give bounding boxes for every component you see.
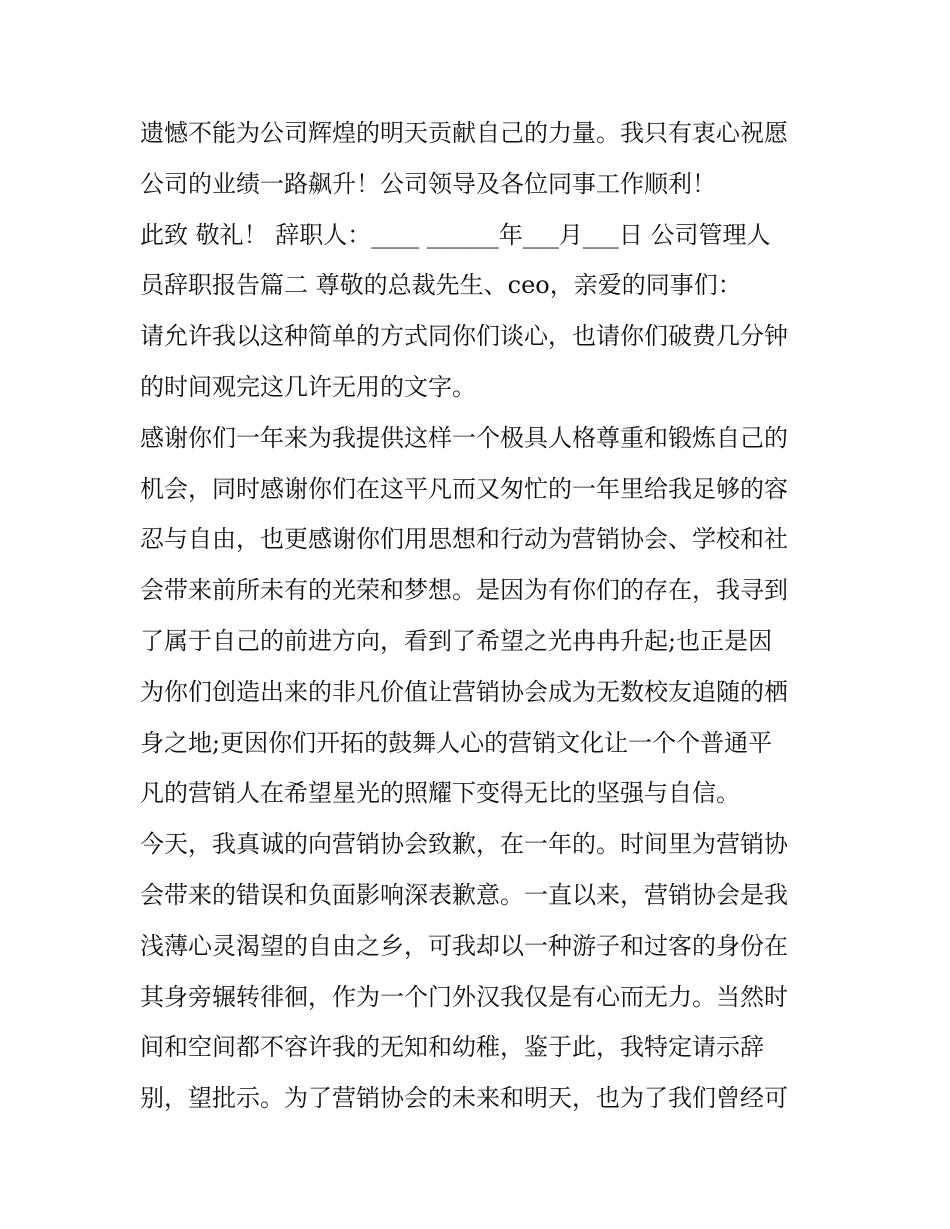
text-line: 的时间观完这几许无用的文字。 [140, 372, 476, 401]
text-line: 会带来前所未有的光荣和梦想。是因为有你们的存在，我寻到 [140, 576, 788, 605]
text-line: 感谢你们一年来为我提供这样一个极具人格尊重和锻炼自己的 [140, 423, 788, 452]
text-line: 此致 敬礼！ 辞职人：____ ______年___月___日 公司管理人 [140, 220, 771, 249]
text-line: 了属于自己的前进方向，看到了希望之光冉冉升起;也正是因 [140, 626, 773, 655]
text-line: 忍与自由，也更感谢你们用思想和行动为营销协会、学校和社 [140, 525, 788, 554]
text-line: 其身旁辗转徘徊，作为一个门外汉我仅是有心而无力。当然时 [140, 982, 788, 1011]
text-line: 为你们创造出来的非凡价值让营销协会成为无数校友追随的栖 [140, 677, 788, 706]
text-line: 机会，同时感谢你们在这平凡而又匆忙的一年里给我足够的容 [140, 474, 788, 503]
text-line: 身之地;更因你们开拓的鼓舞人心的营销文化让一个个普通平 [140, 728, 773, 757]
text-line: 公司的业绩一路飙升！公司领导及各位同事工作顺利！ [140, 169, 716, 198]
text-line: 会带来的错误和负面影响深表歉意。一直以来，营销协会是我 [140, 880, 788, 909]
text-line: 凡的营销人在希望星光的照耀下变得无比的坚强与自信。 [140, 779, 740, 808]
text-line: 遗憾不能为公司辉煌的明天贡献自己的力量。我只有衷心祝愿 [140, 119, 788, 147]
body-text [140, 108, 820, 1124]
text-line: 请允许我以这种简单的方式同你们谈心，也请你们破费几分钟 [140, 322, 788, 351]
text-line: 别，望批示。为了营销协会的未来和明天，也为了我们曾经可 [140, 1084, 788, 1113]
text-line: 员辞职报告篇二 尊敬的总裁先生、ceo，亲爱的同事们： [140, 271, 742, 300]
text-line: 今天，我真诚的向营销协会致歉，在一年的。时间里为营销协 [140, 830, 788, 859]
text-line: 间和空间都不容许我的无知和幼稚，鉴于此，我特定请示辞 [140, 1033, 764, 1062]
text-line: 浅薄心灵渴望的自由之乡，可我却以一种游子和过客的身份在 [140, 931, 788, 960]
